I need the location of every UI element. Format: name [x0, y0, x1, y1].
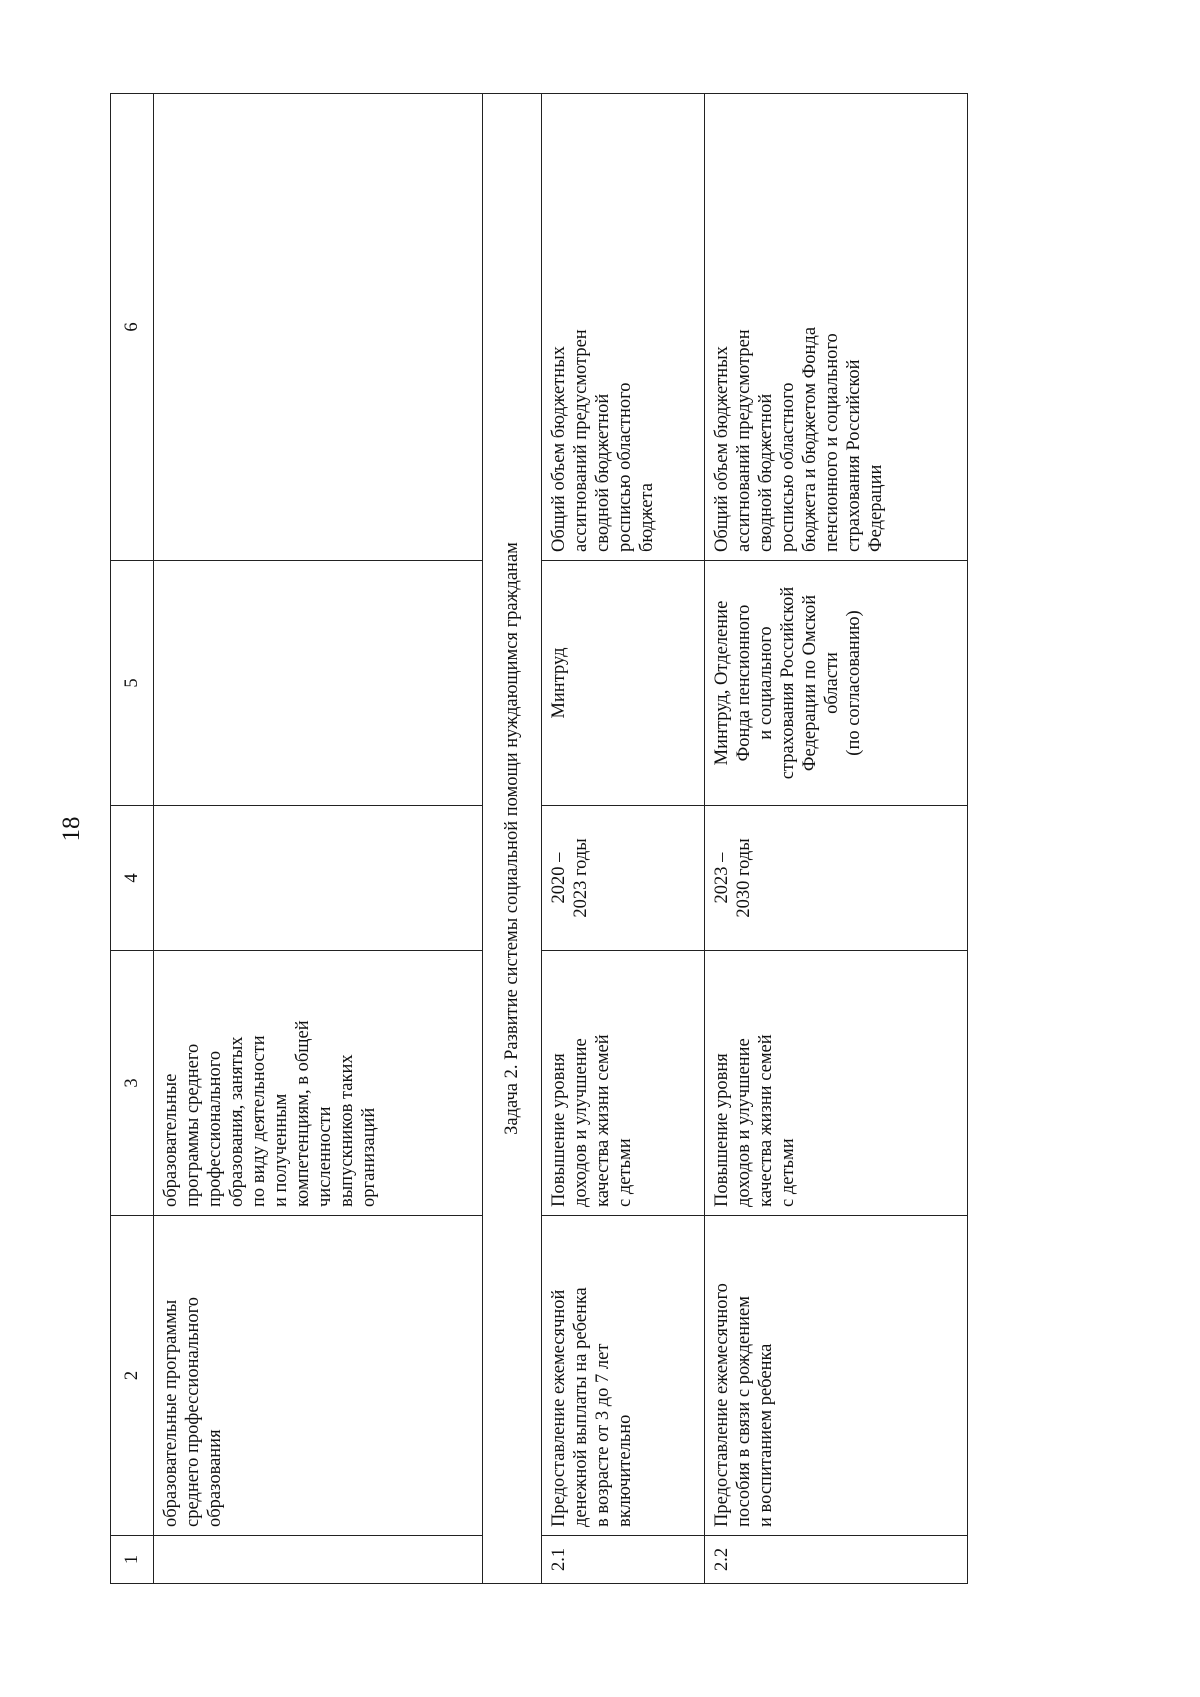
indicator-line: доходов и улучшение — [571, 1038, 591, 1207]
executor-line: области — [822, 652, 842, 714]
cont-indicator-line: образования, занятых — [227, 1036, 247, 1207]
cont-activity-line: среднего профессионального — [183, 1296, 203, 1527]
continuation-row — [154, 94, 483, 1584]
cont-executor-cell — [154, 561, 483, 806]
indicator-line: доходов и улучшение — [734, 1038, 754, 1207]
funding-line: Общий объем бюджетных — [549, 346, 569, 552]
table-row — [705, 94, 968, 1584]
cont-indicator-line: и полученным — [271, 1093, 291, 1207]
activity-cell — [705, 1216, 968, 1536]
activity-line: денежной выплаты на ребенка — [571, 1287, 591, 1527]
task-heading-row — [483, 94, 542, 1584]
activity-line: и воспитанием ребенка — [756, 1343, 776, 1527]
funding-line: бюджета — [637, 483, 657, 552]
activity-line: Предоставление ежемесячной — [549, 1289, 569, 1527]
row-number: 2.2 — [705, 1536, 968, 1584]
header-cell-2: 2 — [111, 1216, 154, 1536]
header-cell-6: 6 — [111, 94, 154, 561]
funding-line: страхования Российской — [844, 359, 864, 552]
activity-line: пособия в связи с рождением — [734, 1296, 754, 1527]
activity-line: включительно — [615, 1414, 635, 1527]
header-row — [111, 94, 154, 1584]
activity-line: Предоставление ежемесячного — [712, 1283, 732, 1527]
funding-line: сводной бюджетной — [756, 393, 776, 552]
funding-line: пенсионного и социального — [822, 333, 842, 552]
cont-num-cell — [154, 1536, 483, 1584]
cont-indicator-line: выпускников таких — [337, 1054, 357, 1207]
executor-line: Минтруд, Отделение — [712, 600, 732, 766]
cont-period-cell — [154, 806, 483, 951]
header-cell-1: 1 — [111, 1536, 154, 1584]
funding-line: росписью областного — [778, 382, 798, 552]
cont-indicator-line: профессионального — [205, 1050, 225, 1207]
measures-table — [110, 93, 968, 1584]
funding-cell — [705, 94, 968, 561]
indicator-line: качества жизни семей — [756, 1034, 776, 1207]
cont-funding-cell — [154, 94, 483, 561]
executor-line: и социального — [756, 626, 776, 740]
rotated-table-stage — [110, 94, 936, 1584]
period-line: 2023 годы — [571, 838, 591, 918]
cont-activity-line: образовательные программы — [161, 1299, 181, 1527]
cont-indicator-line: по виду деятельности — [249, 1035, 269, 1207]
table-row — [542, 94, 705, 1584]
period-cell — [542, 806, 705, 951]
cont-indicator-line: организаций — [359, 1107, 379, 1207]
cont-indicator-line: компетенциям, в общей — [293, 1020, 313, 1207]
task-heading: Задача 2. Развитие системы социальной помощи нуждающимся гражданам — [483, 94, 542, 1584]
executor-line: (по согласованию) — [844, 610, 864, 756]
funding-cell — [542, 94, 705, 561]
funding-line: бюджета и бюджетом Фонда — [800, 326, 820, 552]
activity-cell — [542, 1216, 705, 1536]
indicator-line: Повышение уровня — [549, 1053, 569, 1207]
header-cell-4: 4 — [111, 806, 154, 951]
cont-activity-line: образования — [205, 1429, 225, 1527]
cont-activity-cell — [154, 1216, 483, 1536]
executor-cell — [542, 561, 705, 806]
executor-line: страхования Российской — [778, 586, 798, 780]
cont-indicator-cell — [154, 951, 483, 1216]
funding-line: росписью областного — [615, 382, 635, 552]
period-line: 2020 – — [549, 852, 569, 904]
page-number: 18 — [58, 816, 85, 842]
executor-line: Федерации по Омской — [800, 594, 820, 772]
indicator-line: Повышение уровня — [712, 1053, 732, 1207]
indicator-line: с детьми — [778, 1138, 798, 1207]
executor-line: Минтруд — [549, 647, 569, 719]
funding-line: Федерации — [866, 464, 886, 552]
funding-line: ассигнований предусмотрен — [734, 329, 754, 552]
cont-indicator-line: численности — [315, 1106, 335, 1207]
period-line: 2030 годы — [734, 838, 754, 918]
indicator-line: качества жизни семей — [593, 1034, 613, 1207]
funding-line: ассигнований предусмотрен — [571, 329, 591, 552]
indicator-line: с детьми — [615, 1138, 635, 1207]
indicator-cell — [542, 951, 705, 1216]
funding-line: сводной бюджетной — [593, 393, 613, 552]
activity-line: в возрасте от 3 до 7 лет — [593, 1343, 613, 1527]
period-line: 2023 – — [712, 852, 732, 904]
cont-indicator-line: программы среднего — [183, 1043, 203, 1207]
row-number: 2.1 — [542, 1536, 705, 1584]
header-cell-5: 5 — [111, 561, 154, 806]
period-cell — [705, 806, 968, 951]
cont-indicator-line: образовательные — [161, 1073, 181, 1207]
executor-cell — [705, 561, 968, 806]
executor-line: Фонда пенсионного — [734, 604, 754, 762]
funding-line: Общий объем бюджетных — [712, 346, 732, 552]
header-cell-3: 3 — [111, 951, 154, 1216]
indicator-cell — [705, 951, 968, 1216]
